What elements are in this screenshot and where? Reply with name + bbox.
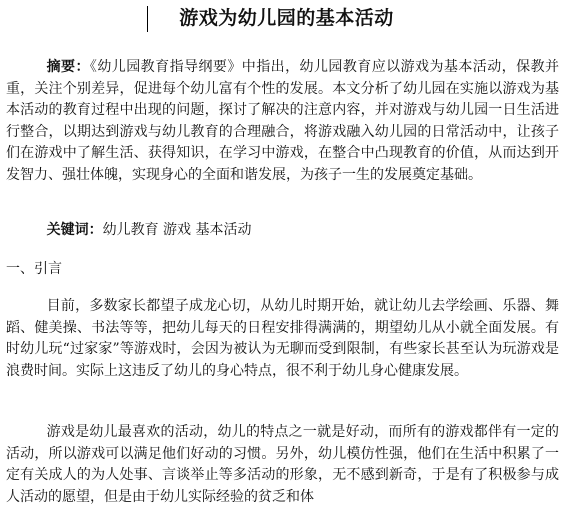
abstract-label: 摘要： <box>46 59 90 75</box>
keywords-text: 幼儿教育 游戏 基本活动 <box>102 222 252 238</box>
title-row <box>0 4 567 34</box>
abstract-paragraph[interactable] <box>6 57 559 186</box>
section-heading[interactable]: 一、引言 <box>6 261 62 277</box>
abstract-text: 《幼儿园教育指导纲要》中指出，幼儿园教育应以游戏为基本活动，保教并重，关注个别差异，促进每个幼儿富有个性的发展。本文分析了幼儿园在实施以游戏为基本活动的教育过程中出现的问题，探讨了解决的注意内容，并对游戏与幼儿园一日生活进行整合，以期达到游戏与幼儿教育的合理融合，将游戏融入幼儿园的日常活动中，让孩子们在游戏中了解生活、获得知识，在学习中游戏，在整合中凸现教育的价值，从而达到开发智力、强壮体魄，实现身心的全面和谐发展，为孩子一生的发展奠定基础。 <box>6 59 560 183</box>
keywords-paragraph[interactable] <box>6 220 559 242</box>
body-paragraph-2[interactable]: 游戏是幼儿最喜欢的活动，幼儿的特点之一就是好动，而所有的游戏都伴有一定的活动，所以游戏可以满足他们好动的习惯。另外，幼儿模仿性强，他们在生活中积累了一定有关成人的为人处事、言谈举止等多活动的形象，无不感到新奇，于是有了积极参与成人活动的愿望，但是由于幼儿实际经验的贫乏和体 <box>6 424 559 505</box>
document-title[interactable]: 游戏为幼儿园的基本活动 <box>179 7 394 29</box>
keywords-label: 关键词： <box>46 222 103 238</box>
body-paragraph-1[interactable]: 目前，多数家长都望子成龙心切，从幼儿时期开始，就让幼儿去学绘画、乐器、舞蹈、健美操、书法等等，把幼儿每天的日程安排得满满的，期望幼儿从小就全面发展。有时幼儿玩“过家家”等游戏时，会因为被认为无聊而受到限制，有些家长甚至认为玩游戏是浪费时间。实际上这违反了幼儿的身心特点，很不利于幼儿身心健康发展。 <box>6 298 559 379</box>
text-cursor <box>147 6 148 32</box>
